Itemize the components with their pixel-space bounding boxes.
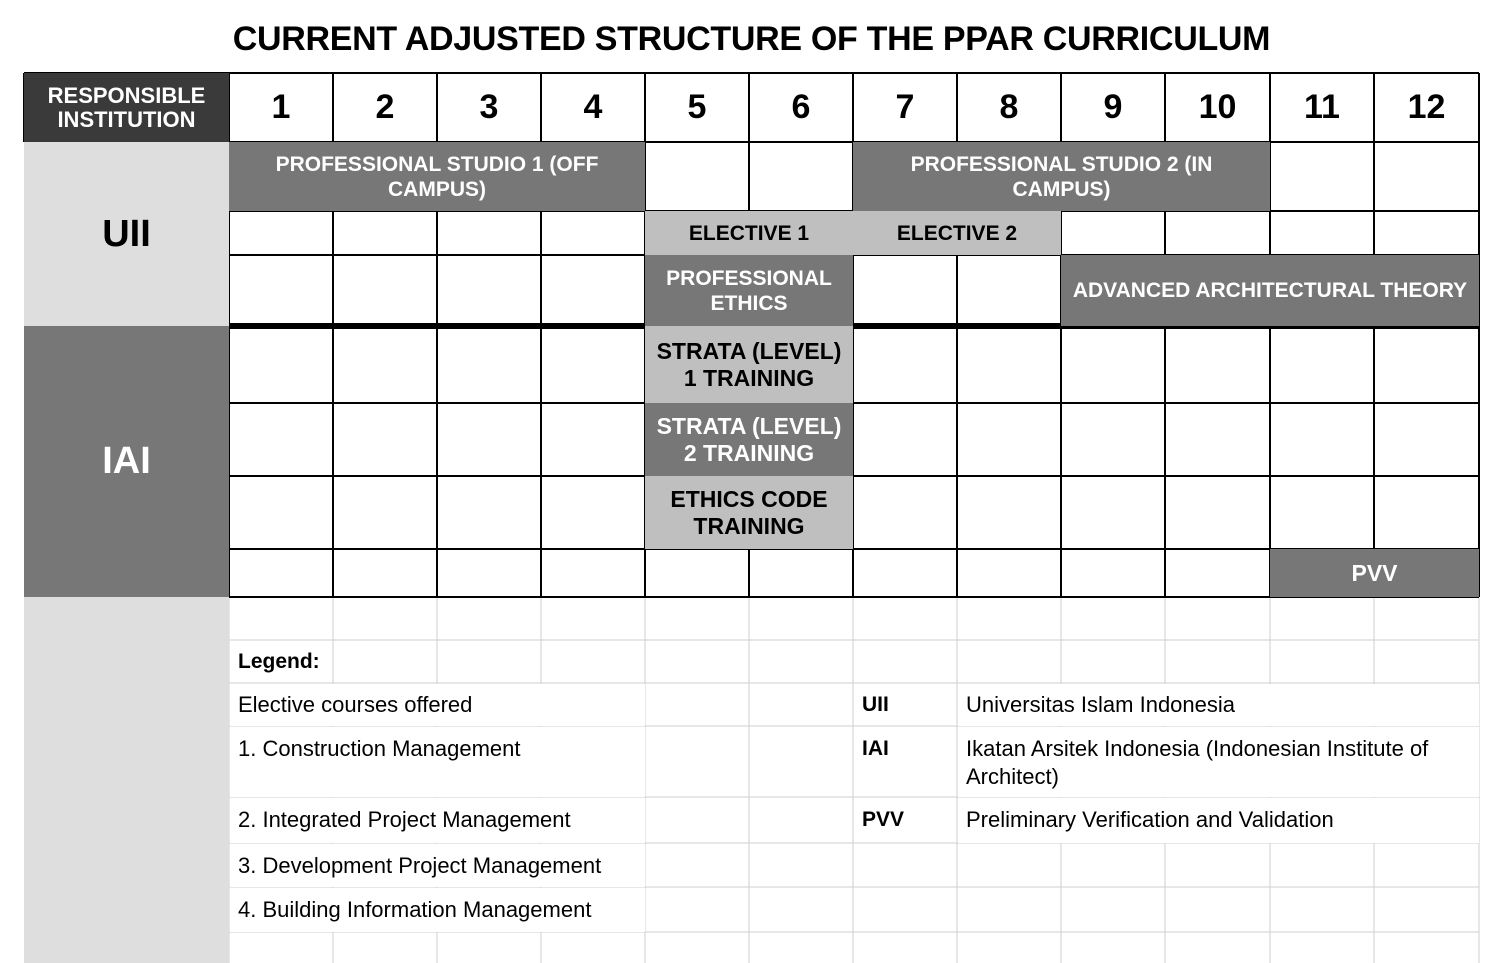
course-elective-2: ELECTIVE 2: [853, 211, 1061, 255]
legend-elective-item: 1. Construction Management: [238, 736, 521, 761]
month-header-7: 7: [895, 88, 915, 126]
legend-abbreviation-meaning: Preliminary Verification and Validation: [966, 807, 1334, 832]
legend-abbreviation-code: UII: [862, 693, 889, 716]
course-professional-studio-1: PROFESSIONAL STUDIO 1 (OFF CAMPUS): [229, 142, 645, 211]
month-header-12: 12: [1407, 88, 1446, 126]
legend-abbreviation-code: PVV: [862, 808, 905, 831]
legend-abbreviation-meaning: Universitas Islam Indonesia: [966, 692, 1236, 717]
course-strata-2-training: STRATA (LEVEL) 2 TRAINING: [645, 403, 853, 476]
month-header-5: 5: [687, 88, 707, 126]
month-header-6: 6: [791, 88, 811, 126]
month-header-1: 1: [271, 88, 291, 126]
course-elective-1: ELECTIVE 1: [645, 211, 853, 255]
course-professional-studio-2: PROFESSIONAL STUDIO 2 (IN CAMPUS): [853, 142, 1270, 211]
month-header-3: 3: [479, 88, 499, 126]
legend-side-column: [24, 597, 229, 963]
legend-heading: Legend:: [238, 650, 320, 673]
month-header-2: 2: [375, 88, 395, 126]
course-ethics-code-training: ETHICS CODE TRAINING: [645, 476, 853, 549]
course-advanced-architectural-theory: ADVANCED ARCHITECTURAL THEORY: [1061, 255, 1479, 326]
legend-abbreviation-meaning: Ikatan Arsitek Indonesia (Indonesian Institute of Architect): [966, 736, 1429, 789]
month-header-4: 4: [583, 88, 603, 126]
month-header-11: 11: [1304, 88, 1340, 126]
institution-iai: IAI: [24, 326, 229, 597]
course-pvv: PVV: [1270, 549, 1479, 597]
month-header-10: 10: [1198, 88, 1237, 126]
course-strata-1-training: STRATA (LEVEL) 1 TRAINING: [645, 326, 853, 403]
legend-electives-heading: Elective courses offered: [238, 692, 473, 717]
legend-elective-item: 4. Building Information Management: [238, 897, 592, 922]
legend-elective-item: 3. Development Project Management: [238, 853, 602, 878]
page-title: CURRENT ADJUSTED STRUCTURE OF THE PPAR CURRICULUM: [232, 20, 1271, 58]
course-professional-ethics: PROFESSIONAL ETHICS: [645, 255, 853, 326]
legend-elective-item: 2. Integrated Project Management: [238, 807, 571, 832]
institution-uii: UII: [24, 142, 229, 326]
legend-abbreviation-code: IAI: [862, 737, 889, 760]
month-header-9: 9: [1103, 88, 1123, 126]
month-header-8: 8: [999, 88, 1019, 126]
responsible-institution-header: RESPONSIBLE INSTITUTION: [24, 73, 229, 142]
